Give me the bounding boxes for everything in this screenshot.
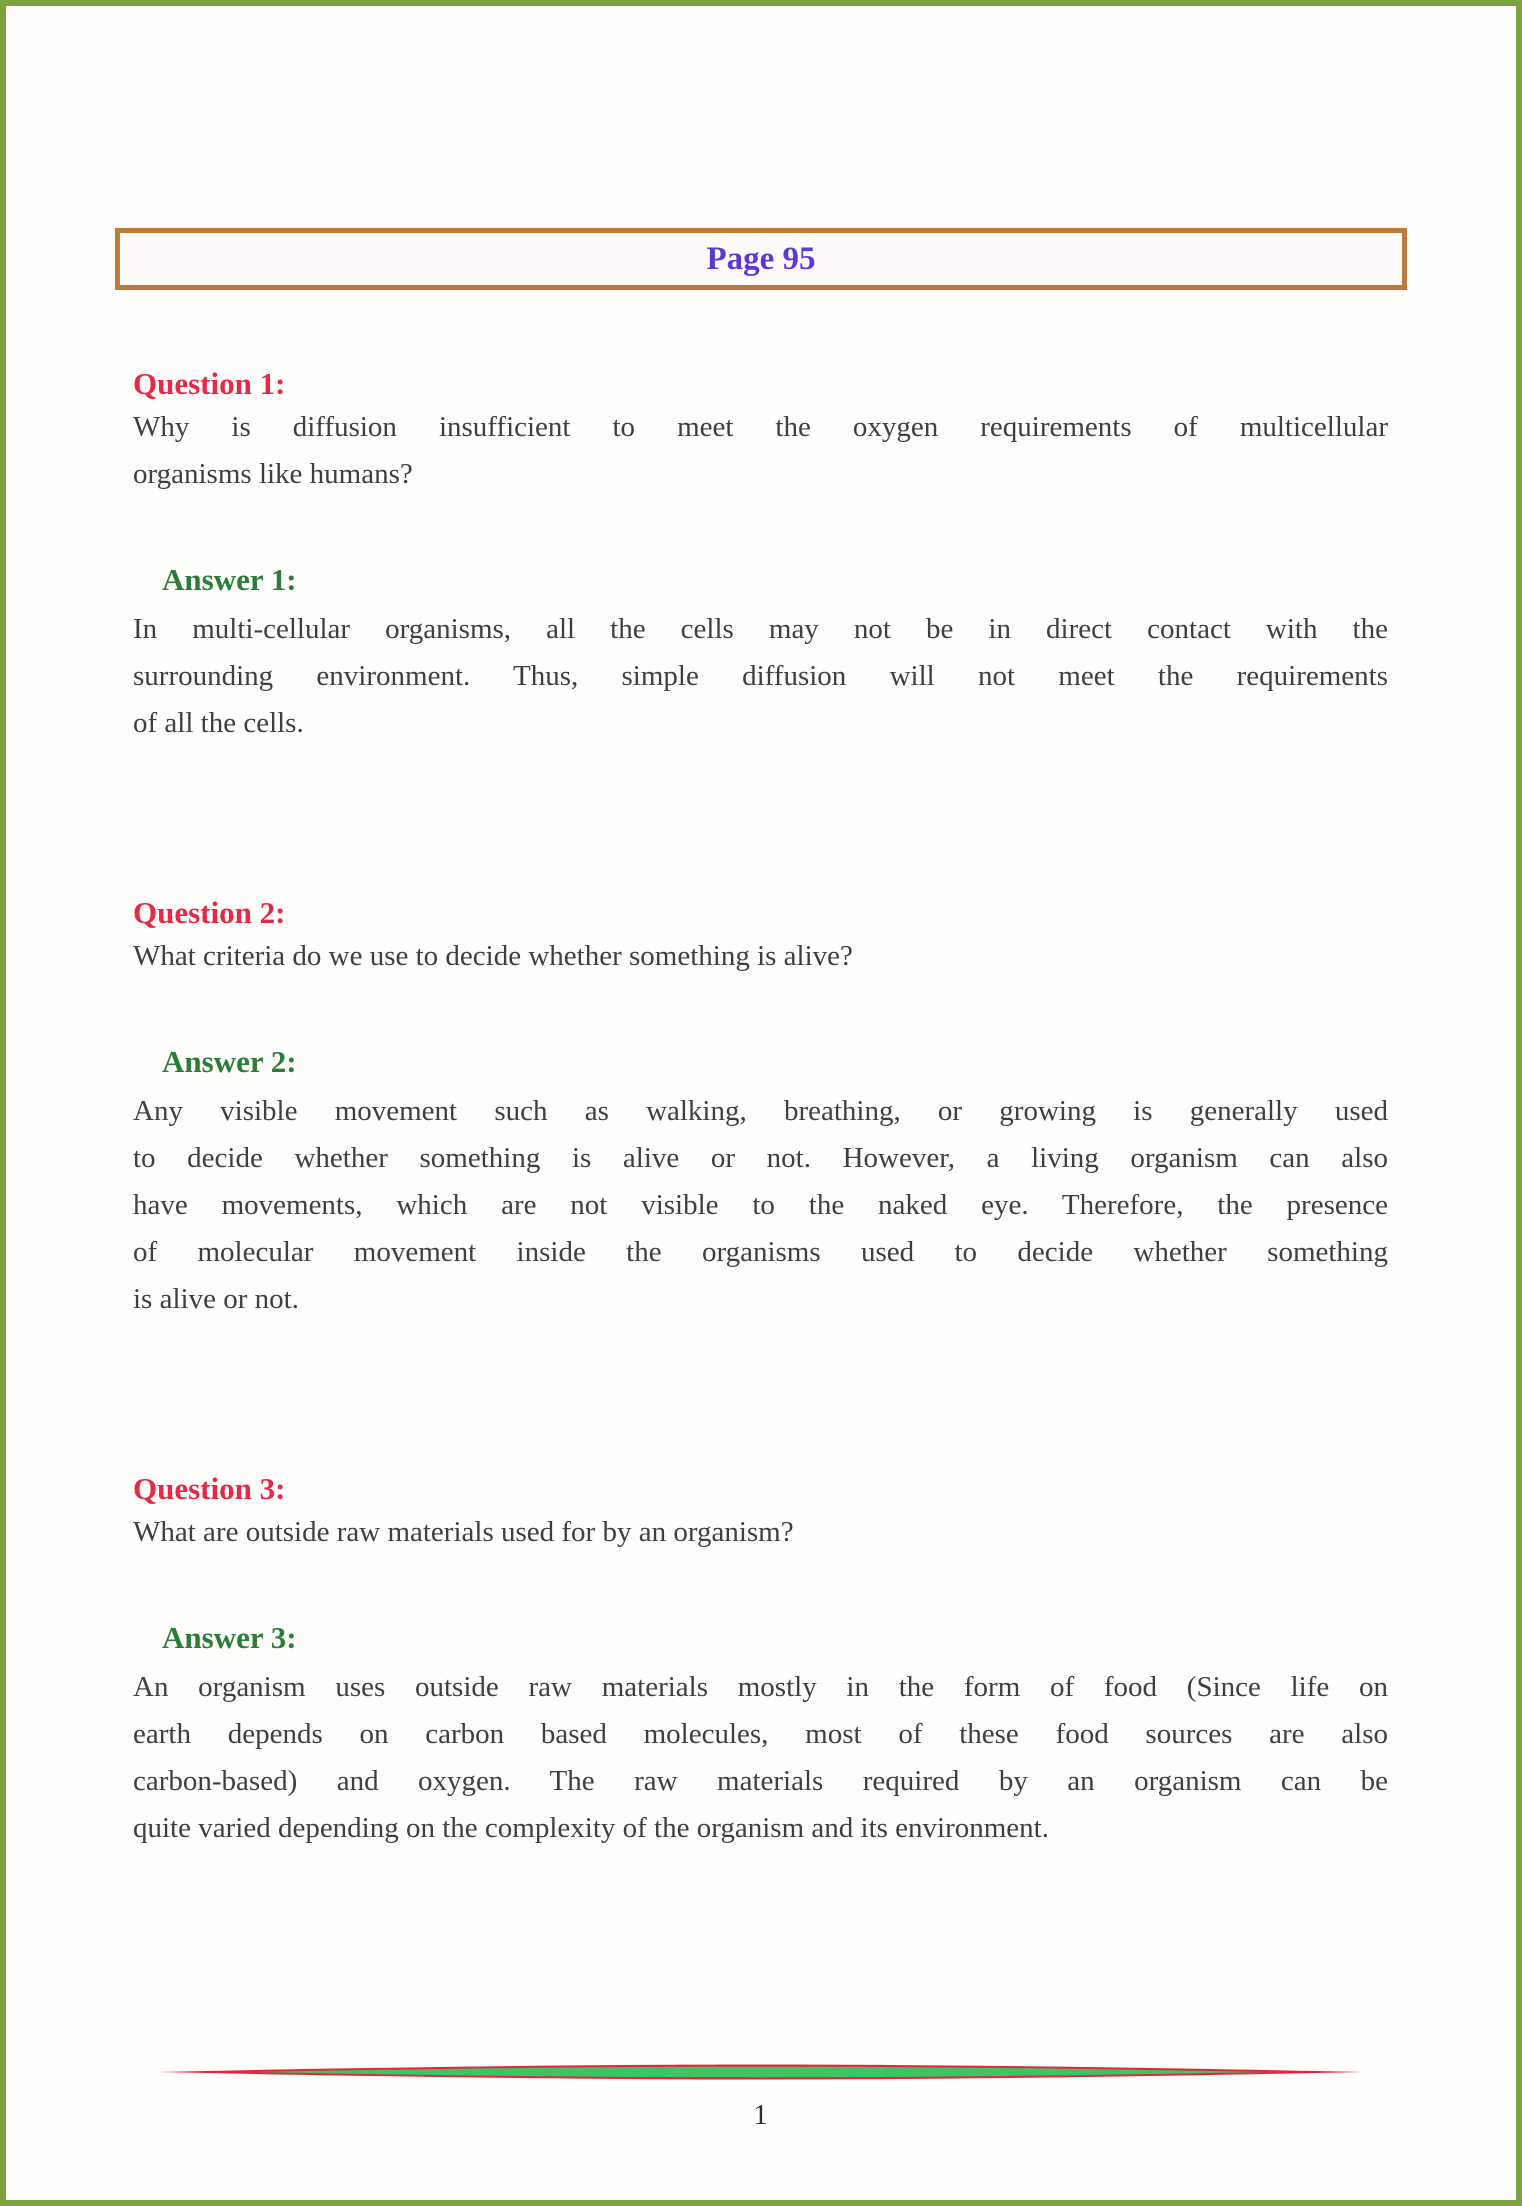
- answer-text: Any visible movement such as walking, breathing, or growing is generally used to decide whether something is alive or not. However, a living organism can also have movements, which are not visible to the naked eye. Therefore, the presence of molecular movement inside the organisms used to decide whether something is alive or not.: [133, 1095, 1388, 1315]
- answer-block: [133, 1618, 1388, 1852]
- divider-ornament-icon: [158, 2064, 1364, 2080]
- question-label: Question 2:: [133, 895, 286, 930]
- page-content: [133, 364, 1388, 2136]
- answer-label: Answer 3:: [162, 1620, 297, 1655]
- answer-text: An organism uses outside raw materials mostly in the form of food (Since life on earth depends on carbon based molecules, most of these food sources are also carbon-based) and oxygen. The raw materials required by an organism can be quite varied depending on the complexity of the organism and its environment.: [133, 1671, 1388, 1844]
- qa-section-1: [133, 364, 1388, 747]
- answer-text: In multi-cellular organisms, all the cells may not be in direct contact with the surrounding environment. Thus, simple diffusion will not meet the requirements of all the cells.: [133, 613, 1388, 739]
- answer-label: Answer 1:: [162, 562, 297, 597]
- answer-block: [133, 1042, 1388, 1323]
- qa-section-2: [133, 893, 1388, 1323]
- page-title: Page 95: [706, 241, 816, 277]
- page-header-box: [115, 228, 1407, 290]
- question-label: Question 3:: [133, 1471, 286, 1506]
- answer-block: [133, 560, 1388, 747]
- page-number: 1: [753, 2100, 768, 2131]
- question-text: What are outside raw materials used for by an organism?: [133, 1516, 794, 1548]
- qa-section-3: [133, 1469, 1388, 1852]
- answer-label: Answer 2:: [162, 1044, 297, 1079]
- question-text: What criteria do we use to decide whether something is alive?: [133, 940, 853, 972]
- question-text: Why is diffusion insufficient to meet the oxygen requirements of multicellular organisms like humans?: [133, 411, 1388, 490]
- question-label: Question 1:: [133, 366, 286, 401]
